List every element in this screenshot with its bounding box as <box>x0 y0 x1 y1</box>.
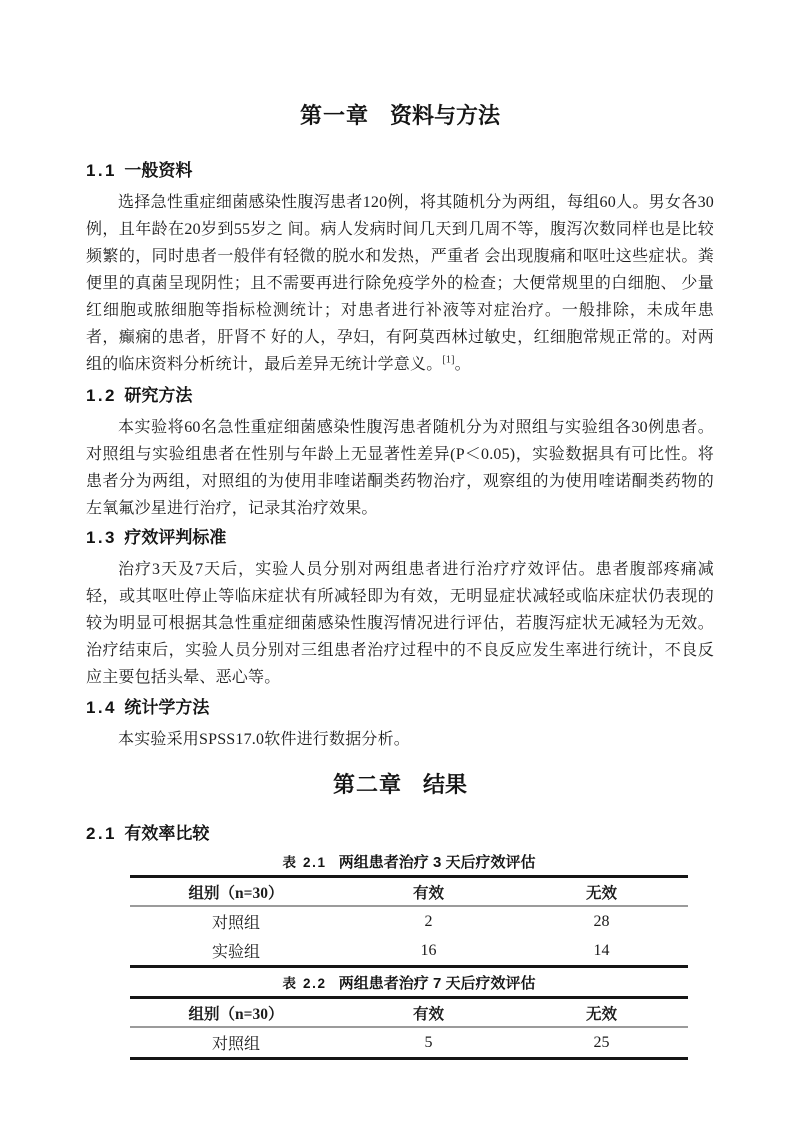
table-2-2 <box>130 996 688 1060</box>
chapter-2-number: 第二章 <box>333 772 403 797</box>
page-content <box>86 0 714 1060</box>
table-cell-effective: 16 <box>420 941 437 959</box>
table-2-1-caption-number: 表 2.1 <box>282 855 327 870</box>
section-2-1-number: 2.1 <box>86 824 117 843</box>
table-2-1-caption-text: 两组患者治疗 3 天后疗效评估 <box>338 854 536 871</box>
table-2-1-region <box>130 853 688 1060</box>
table-cell-ineffective: 14 <box>593 941 610 959</box>
section-1-1-heading-text: 一般资料 <box>124 161 193 180</box>
section-1-1-body-tail: 。 <box>454 356 471 373</box>
column-header-effective: 有效 <box>413 1005 445 1023</box>
chapter-2-title-text: 结果 <box>422 772 467 797</box>
section-1-1-number: 1.1 <box>86 161 117 180</box>
table-2-1 <box>130 875 688 968</box>
table-2-2-caption-text: 两组患者治疗 7 天后疗效评估 <box>338 975 536 992</box>
table-cell-group: 对照组 <box>212 1036 261 1053</box>
table-2-1-caption <box>130 853 688 872</box>
section-1-2-heading <box>86 385 714 406</box>
section-1-1-paragraph <box>86 189 714 378</box>
section-2-1-heading <box>86 823 714 844</box>
chapter-2-title <box>86 771 714 799</box>
section-1-3-heading <box>86 527 714 548</box>
table-cell-group: 实验组 <box>212 944 261 961</box>
table-row <box>130 1027 688 1059</box>
section-1-1-body-text: 选择急性重症细菌感染性腹泻患者120例，将其随机分为两组，每组60人。男女各30例，且年龄在20岁到55岁之 间。病人发病时间几天到几周不等，腹泻次数同样也是比较频繁的，同时患者一般伴有轻微的脱水和发热，严重者 会出现腹痛和呕吐这些症状。粪便里的真菌呈现阴性；且不需要再进行除免疫学外的检查；大便常规里的白细胞、 少量红细胞或脓细胞等指标检测统计；对患者进行补液等对症治疗。一般排除，未成年患者，癫痫的患者，肝肾不 好的人，孕妇，有阿莫西林过敏史，红细胞常规正常的。对两组的临床资料分析统计，最后差异无统计学意义。 <box>86 194 714 373</box>
chapter-1-title <box>86 102 714 130</box>
table-row <box>130 936 688 967</box>
table-cell-ineffective: 28 <box>593 912 610 930</box>
section-1-4-number: 1.4 <box>86 698 117 717</box>
chapter-1-number: 第一章 <box>300 103 370 128</box>
table-2-2-caption <box>130 974 688 993</box>
section-1-4-heading-text: 统计学方法 <box>124 698 210 717</box>
section-2-1-heading-text: 有效率比较 <box>124 824 210 843</box>
section-1-2-paragraph: 本实验将60名急性重症细菌感染性腹泻患者随机分为对照组与实验组各30例患者。对照组与实验组患者在性别与年龄上无显著性差异(P＜0.05)，实验数据具有可比性。将患者分为两组，对照组的为使用非喹诺酮类药物治疗，观察组的为使用喹诺酮类药物的左氧氟沙星进行治疗，记录其治疗效果。 <box>86 419 714 517</box>
table-cell-group: 对照组 <box>212 915 261 932</box>
section-1-4-paragraph: 本实验采用SPSS17.0软件进行数据分析。 <box>118 731 410 748</box>
section-1-4-heading <box>86 697 714 718</box>
section-1-2-number: 1.2 <box>86 386 117 405</box>
section-1-3-heading-text: 疗效评判标准 <box>124 528 227 547</box>
table-2-2-caption-number: 表 2.2 <box>282 976 327 991</box>
column-header-effective: 有效 <box>413 884 445 902</box>
table-cell-effective: 2 <box>424 912 433 930</box>
section-1-1-heading <box>86 160 714 181</box>
column-header-ineffective: 无效 <box>585 884 617 902</box>
table-row <box>130 906 688 936</box>
section-1-3-number: 1.3 <box>86 528 117 547</box>
chapter-1-title-text: 资料与方法 <box>389 103 500 128</box>
table-2-2-header-row <box>130 998 688 1028</box>
column-header-group: 组别（n=30） <box>188 1005 284 1023</box>
column-header-group: 组别（n=30） <box>188 884 284 902</box>
table-cell-ineffective: 25 <box>593 1033 610 1051</box>
section-1-3-paragraph: 治疗3天及7天后，实验人员分别对两组患者进行治疗疗效评估。患者腹部疼痛减轻，或其呕吐停止等临床症状有所减轻即为有效，无明显症状减轻或临床症状仍表现的较为明显可根据其急性重症细菌感染性腹泻情况进行评估，若腹泻症状无减轻为无效。治疗结束后，实验人员分别对三组患者治疗过程中的不良反应发生率进行统计，不良反应主要包括头晕、恶心等。 <box>86 561 714 686</box>
citation-ref-1: [1] <box>442 354 455 366</box>
table-2-1-header-row <box>130 877 688 907</box>
column-header-ineffective: 无效 <box>585 1005 617 1023</box>
table-cell-effective: 5 <box>424 1033 433 1051</box>
section-1-2-heading-text: 研究方法 <box>124 386 193 405</box>
